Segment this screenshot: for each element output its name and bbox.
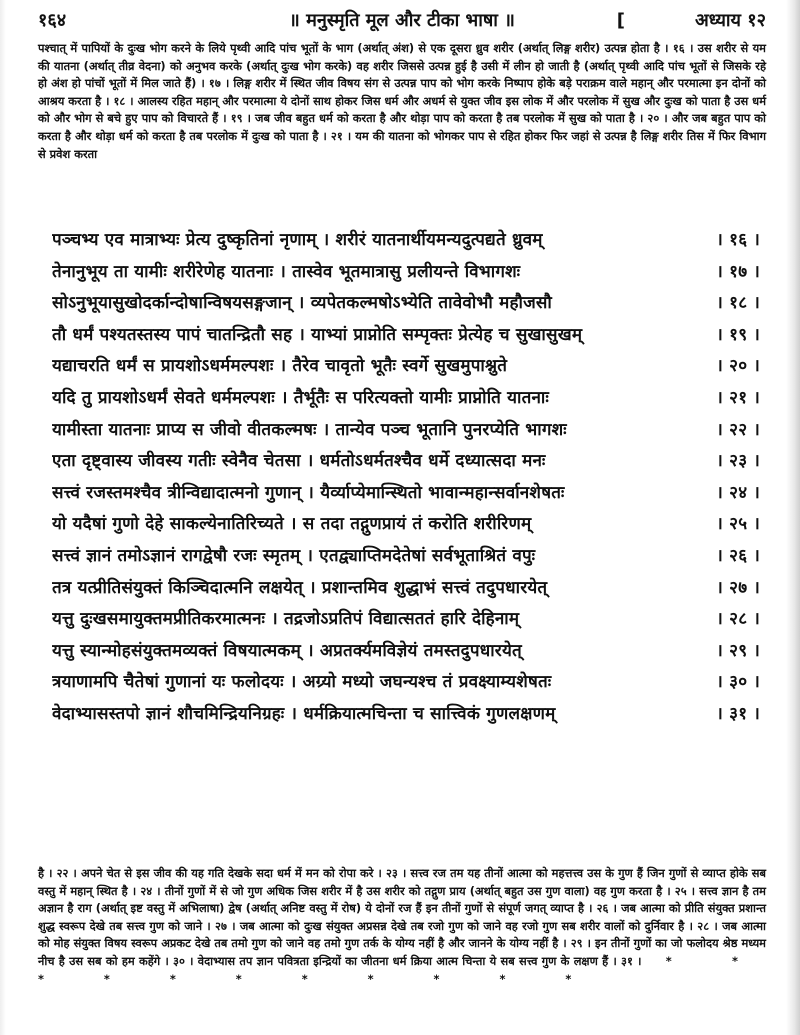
verse-line xyxy=(52,699,760,731)
verse-text: तेनानुभूय ता यामीः शरीरेणेह यातनाः । तास्वेव भूतमात्रासु प्रलीयन्ते विभागशः xyxy=(52,261,521,282)
verse-number: । २३ । xyxy=(716,451,760,472)
running-title: ॥ मनुस्मृति मूल और टीका भाषा ॥ xyxy=(289,10,515,31)
verse-line xyxy=(52,351,760,383)
page-number: १६४ xyxy=(38,10,67,31)
verse-line xyxy=(52,257,760,289)
commentary-bottom xyxy=(38,865,766,988)
section-end-stars: * * * * * * * * * * * xyxy=(38,953,766,986)
verse-number: । ३० । xyxy=(716,672,760,693)
verse-text: एता दृष्ट्वास्य जीवस्य गतीः स्वेनैव चेतसा । धर्मतोऽधर्मतश्चैव धर्मे दध्यात्सदा मनः xyxy=(52,451,546,472)
verse-number: । ३१ । xyxy=(716,703,760,724)
verse-number: । १८ । xyxy=(716,293,760,314)
page-left-edge xyxy=(0,0,6,1035)
verse-number: । १७ । xyxy=(716,261,760,282)
verse-text: सत्त्वं रजस्तमश्चैव त्रीन्विद्यादात्मनो गुणान् । यैर्व्याप्येमान्स्थितो भावान्महान्सर्वानशेषतः xyxy=(52,482,565,503)
chapter-number: अध्याय १२ xyxy=(694,10,766,31)
verse-line xyxy=(52,225,760,257)
verse-number: । २८ । xyxy=(716,609,760,630)
commentary-top: पश्चात् में पापियों के दुःख भोग करने के लिये पृथ्वी आदि पांच भूतों के भाग (अर्थात् अंश) से एक दूसरा ध्रुव शरीर (अर्थात् लिङ्ग शरीर) उत्पन्न होता है । १६ । उस शरीर से यम की यातना (अर्थात् तीव्र वेदना) को अनुभव करके (अर्थात् दुःख भोग करके) वह शरीर जिससे उत्पन्न हुई है उसी में लीन हो जाती है (अर्थात् पृथ्वी आदि पांच भूतों से जिसके रहे हो अंश हो पांचों भूतों में मिल जाते हैं) । १७ । लिङ्ग शरीर में स्थित जीव विषय संग से उत्पन्न पाप को भोग करके निष्पाप होके बड़े पराक्रम वाले महान् और परमात्मा इन दोनों को आश्रय करता है । १८ । आलस्य रहित महान् और परमात्मा ये दोनों साथ होकर जिस धर्म और अधर्म से युक्त जीव इस लोक में और परलोक में सुख और दुःख को पाता है उस धर्म को और भोग से बचे हुए पाप को विचारते हैं । १९ । जब जीव बहुत धर्म को करता है और थोड़ा पाप को करता है तब परलोक में सुख को पाता है । २० । और जब बहुत पाप को करता है और थोड़ा धर्म को करता है तब परलोक में दुःख को पाता है । २१ । यम की यातना को भोगकर पाप से रहित होकर फिर जहां से उत्पन्न है लिङ्ग शरीर तिस में फिर विभाग से प्रवेश करता xyxy=(38,41,766,161)
verse-number: । २२ । xyxy=(716,419,760,440)
verse-block xyxy=(52,225,760,731)
verse-text: यो यदैषां गुणो देहे साकल्येनातिरिच्यते । स तदा तद्गुणप्रायं तं करोति शरीरिणम् xyxy=(52,514,532,535)
verse-text: त्रयाणामपि चैतेषां गुणानां यः फलोदयः । अग्र्यो मध्यो जघन्यश्च तं प्रवक्ष्याम्यशेषतः xyxy=(52,672,552,693)
verse-text: तत्र यत्प्रीतिसंयुक्तं किञ्चिदात्मनि लक्षयेत् । प्रशान्तमिव शुद्धाभं सत्त्वं तदुपधारयेत् xyxy=(52,577,548,598)
verse-line xyxy=(52,604,760,636)
verse-line xyxy=(52,288,760,320)
verse-text: तौ धर्मं पश्यतस्तस्य पापं चातन्द्रितौ सह । याभ्यां प्राप्नोति सम्पृक्तः प्रेत्येह च सुखासुखम् xyxy=(52,324,583,345)
verse-number: । २० । xyxy=(716,356,760,377)
verse-text: यद्याचरति धर्मं स प्रायशोऽधर्ममल्पशः । तैरेव चावृतो भूतैः स्वर्गे सुखमुपाश्नुते xyxy=(52,356,508,377)
verse-number: । २४ । xyxy=(716,482,760,503)
verse-line xyxy=(52,509,760,541)
verse-text: पञ्चभ्य एव मात्राभ्यः प्रेत्य दुष्कृतिनां नृणाम् । शरीरं यातनार्थीयमन्यदुत्पद्यते ध्रुवम् xyxy=(52,230,543,250)
verse-number: । १९ । xyxy=(716,324,760,345)
verse-text: यदि तु प्रायशोऽधर्मं सेवते धर्ममल्पशः । तैर्भूतैः स परित्यक्तो यामीः प्राप्नोति यातनाः xyxy=(52,387,549,408)
verse-line xyxy=(52,541,760,573)
verse-text: वेदाभ्यासस्तपो ज्ञानं शौचमिन्द्रियनिग्रहः । धर्मक्रियात्मचिन्ता च सात्त्विकं गुणलक्षणम् xyxy=(52,703,556,724)
chapter-label xyxy=(617,8,766,32)
verse-text: यत्तु दुःखसमायुक्तमप्रीतिकरमात्मनः । तद्रजोऽप्रतिपं विद्यात्सततं हारि देहिनाम् xyxy=(52,609,520,630)
verse-number: । २५ । xyxy=(716,514,760,535)
verse-line xyxy=(52,320,760,352)
running-header xyxy=(38,6,766,36)
verse-line xyxy=(52,415,760,447)
verse-number: । २७ । xyxy=(716,577,760,598)
verse-number: । १६ । xyxy=(716,230,760,250)
chapter-bracket: [ xyxy=(616,10,625,31)
verse-line xyxy=(52,573,760,605)
verse-number: । २६ । xyxy=(716,545,760,566)
verse-text: यामीस्ता यातनाः प्राप्य स जीवो वीतकल्मषः । तान्येव पञ्च भूतानि पुनरप्येति भागशः xyxy=(52,419,567,440)
page-right-edge xyxy=(786,0,800,1035)
verse-text: सोऽनुभूयासुखोदर्कान्दोषान्विषयसङ्गजान् । व्यपेतकल्मषोऽभ्येति तावेवोभौ महौजसौ xyxy=(52,293,553,314)
commentary-bottom-text: है । २२ । अपने चेत से इस जीव की यह गति देखके सदा धर्म में मन को रोपा करे । २३ । सत्त्व रज तम यह तीनों आत्मा को महत्तत्त्व उस के गुण हैं जिन गुणों से व्याप्त होके सब वस्तु में महान् स्थित है । २४ । तीनों गुणों में से जो गुण अधिक जिस शरीर में है उस शरीर को तद्गुण प्राय (अर्थात् बहुत उस गुण वाला) वह गुण करता है । २५ । सत्त्व ज्ञान है तम अज्ञान है राग (अर्थात् इष्ट वस्तु में अभिलाषा) द्वेष (अर्थात् अनिष्ट वस्तु में रोष) ये दोनों रज हैं इन तीनों गुणों से संपूर्ण जगत् व्याप्त है । २६ । जब आत्मा को प्रीति संयुक्त प्रशान्त शुद्ध स्वरूप देखे तब सत्त्व गुण को जाने । २७ । जब आत्मा को दुःख संयुक्त अप्रसन्न देखे तब रजो गुण को जाने वह रजो गुण सब शरीर वालों को दुर्निवार है । २८ । जब आत्मा को मोह संयुक्त विषय स्वरूप अप्रकट देखे तब तमो गुण को जाने वह तमो गुण तर्क के योग्य नहीं है और जानने के योग्य नहीं है । २९ । इन तीनों गुणों का जो फलोदय श्रेष्ठ मध्यम नीच है उस सब को हम कहेंगे । ३० । वेदाभ्यास तप ज्ञान पवित्रता इन्द्रियों का जीतना धर्म क्रिया आत्म चिन्ता ये सब सत्त्व गुण के लक्षण हैं । ३१ । xyxy=(38,866,766,968)
verse-line xyxy=(52,383,760,415)
verse-text: सत्त्वं ज्ञानं तमोऽज्ञानं रागद्वेषौ रजः स्मृतम् । एतद्व्याप्तिमदेतेषां सर्वभूताश्रितं वपुः xyxy=(52,545,536,566)
verse-number: । २१ । xyxy=(716,387,760,408)
verse-line xyxy=(52,667,760,699)
verse-line xyxy=(52,636,760,668)
verse-line xyxy=(52,446,760,478)
verse-number: । २९ । xyxy=(716,640,760,661)
verse-text: यत्तु स्यान्मोहसंयुक्तमव्यक्तं विषयात्मकम् । अप्रतर्क्यमविज्ञेयं तमस्तदुपधारयेत् xyxy=(52,640,522,661)
book-page xyxy=(38,0,766,1035)
verse-line xyxy=(52,478,760,510)
